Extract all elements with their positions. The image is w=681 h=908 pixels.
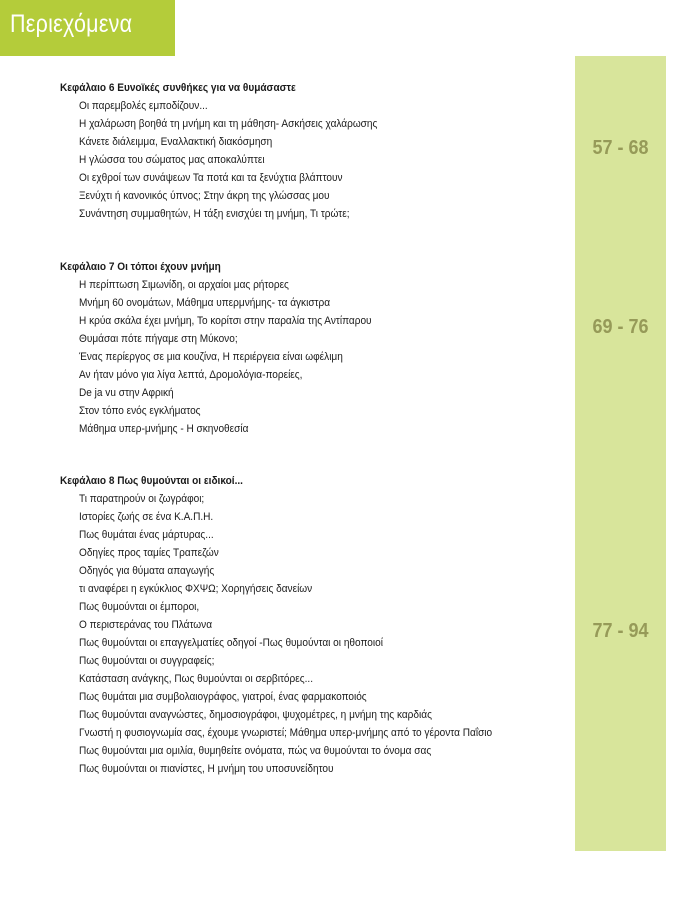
toc-entry: Οι εχθροί των συνάψεων Τα ποτά και τα ξενύχτια βλάπτουν xyxy=(79,172,343,184)
toc-entry: Πως θυμάται μια συμβολαιογράφος, γιατροί, ένας φαρμακοποιός xyxy=(79,691,367,703)
toc-entry: Πως θυμούνται οι πιανίστες, Η μνήμη του υποσυνείδητου xyxy=(79,763,334,775)
toc-entry: Πως θυμούνται οι επαγγελματίες οδηγοί -Πως θυμούνται οι ηθοποιοί xyxy=(79,637,383,649)
toc-entry: Η περίπτωση Σιμωνίδη, οι αρχαίοι μας ρήτορες xyxy=(79,279,289,291)
toc-entry: Η γλώσσα του σώματος μας αποκαλύπτει xyxy=(79,154,265,166)
toc-entry: Μνήμη 60 ονομάτων, Μάθημα υπερμνήμης- τα άγκιστρα xyxy=(79,297,331,309)
toc-entry: Γνωστή η φυσιογνωμία σας, έχουμε γνωριστεί; Μάθημα υπερ-μνήμης από το γέροντα Παΐσιο xyxy=(79,727,493,739)
title-badge xyxy=(0,0,175,56)
toc-entry: Στον τόπο ενός εγκλήματος xyxy=(79,405,201,417)
toc-entry: Πως θυμούνται μια ομιλία, θυμηθείτε ονόματα, πώς να θυμούνται το όνομα σας xyxy=(79,745,432,757)
toc-entry: Ξενύχτι ή κανονικός ύπνος; Στην άκρη της γλώσσας μου xyxy=(79,190,330,202)
chapter-heading: Κεφάλαιο 8 Πως θυμούνται οι ειδικοί... xyxy=(60,475,243,487)
chapter-8-pages: 77 - 94 xyxy=(592,620,649,642)
toc-entry: Κατάσταση ανάγκης, Πως θυμούνται οι σερβιτόρες... xyxy=(79,673,313,685)
chapter-7-pages: 69 - 76 xyxy=(592,316,649,338)
toc-entry: τι αναφέρει η εγκύκλιος ΦΧΨΩ; Χορηγήσεις δανείων xyxy=(79,583,313,595)
chapter-7 xyxy=(60,258,572,438)
chapter-heading: Κεφάλαιο 7 Οι τόποι έχουν μνήμη xyxy=(60,261,221,273)
page-title: Περιεχόμενα xyxy=(10,10,133,38)
toc-entry: Η κρύα σκάλα έχει μνήμη, Το κορίτσι στην παραλία της Αντίπαρου xyxy=(79,315,372,327)
toc-entry: Πως θυμούνται οι συγγραφείς; xyxy=(79,655,215,667)
chapter-heading: Κεφάλαιο 6 Ευνοϊκές συνθήκες για να θυμάσαστε xyxy=(60,82,296,94)
toc-entry: Συνάντηση συμμαθητών, Η τάξη ενισχύει τη μνήμη, Τι τρώτε; xyxy=(79,208,350,220)
toc-entry: Οδηγίες προς ταμίες Τραπεζών xyxy=(79,547,219,559)
chapter-6 xyxy=(60,79,572,223)
toc-entry: Ο περιστεράνας του Πλάτωνα xyxy=(79,619,213,631)
toc-entry: Ιστορίες ζωής σε ένα Κ.Α.Π.Η. xyxy=(79,511,214,523)
toc-entry: Πως θυμάται ένας μάρτυρας... xyxy=(79,529,214,541)
toc-entry: Οι παρεμβολές εμποδίζουν... xyxy=(79,100,208,112)
chapter-6-pages: 57 - 68 xyxy=(592,137,649,159)
toc-entry: Οδηγός για θύματα απαγωγής xyxy=(79,565,215,577)
toc-entry: Μάθημα υπερ-μνήμης - Η σκηνοθεσία xyxy=(79,423,249,435)
toc-entry: Τι παρατηρούν οι ζωγράφοι; xyxy=(79,493,205,505)
toc-entry: De ja vu στην Αφρική xyxy=(79,387,174,399)
toc-entry: Αν ήταν μόνο για λίγα λεπτά, Δρομολόγια-πορείες, xyxy=(79,369,303,381)
toc-entry: Θυμάσαι πότε πήγαμε στη Μύκονο; xyxy=(79,333,238,345)
chapter-8 xyxy=(60,472,572,778)
toc-entry: Πως θυμούνται αναγνώστες, δημοσιογράφοι, ψυχομέτρες, η μνήμη της καρδιάς xyxy=(79,709,432,721)
toc-entry: Η χαλάρωση βοηθά τη μνήμη και τη μάθηση- Ασκήσεις χαλάρωσης xyxy=(79,118,378,130)
toc-entry: Ένας περίεργος σε μια κουζίνα, Η περιέργεια είναι ωφέλιμη xyxy=(79,351,343,363)
toc-entry: Πως θυμούνται οι έμποροι, xyxy=(79,601,200,613)
page-number-bar xyxy=(575,56,666,851)
toc-entry: Κάνετε διάλειμμα, Εναλλακτική διακόσμηση xyxy=(79,136,273,148)
